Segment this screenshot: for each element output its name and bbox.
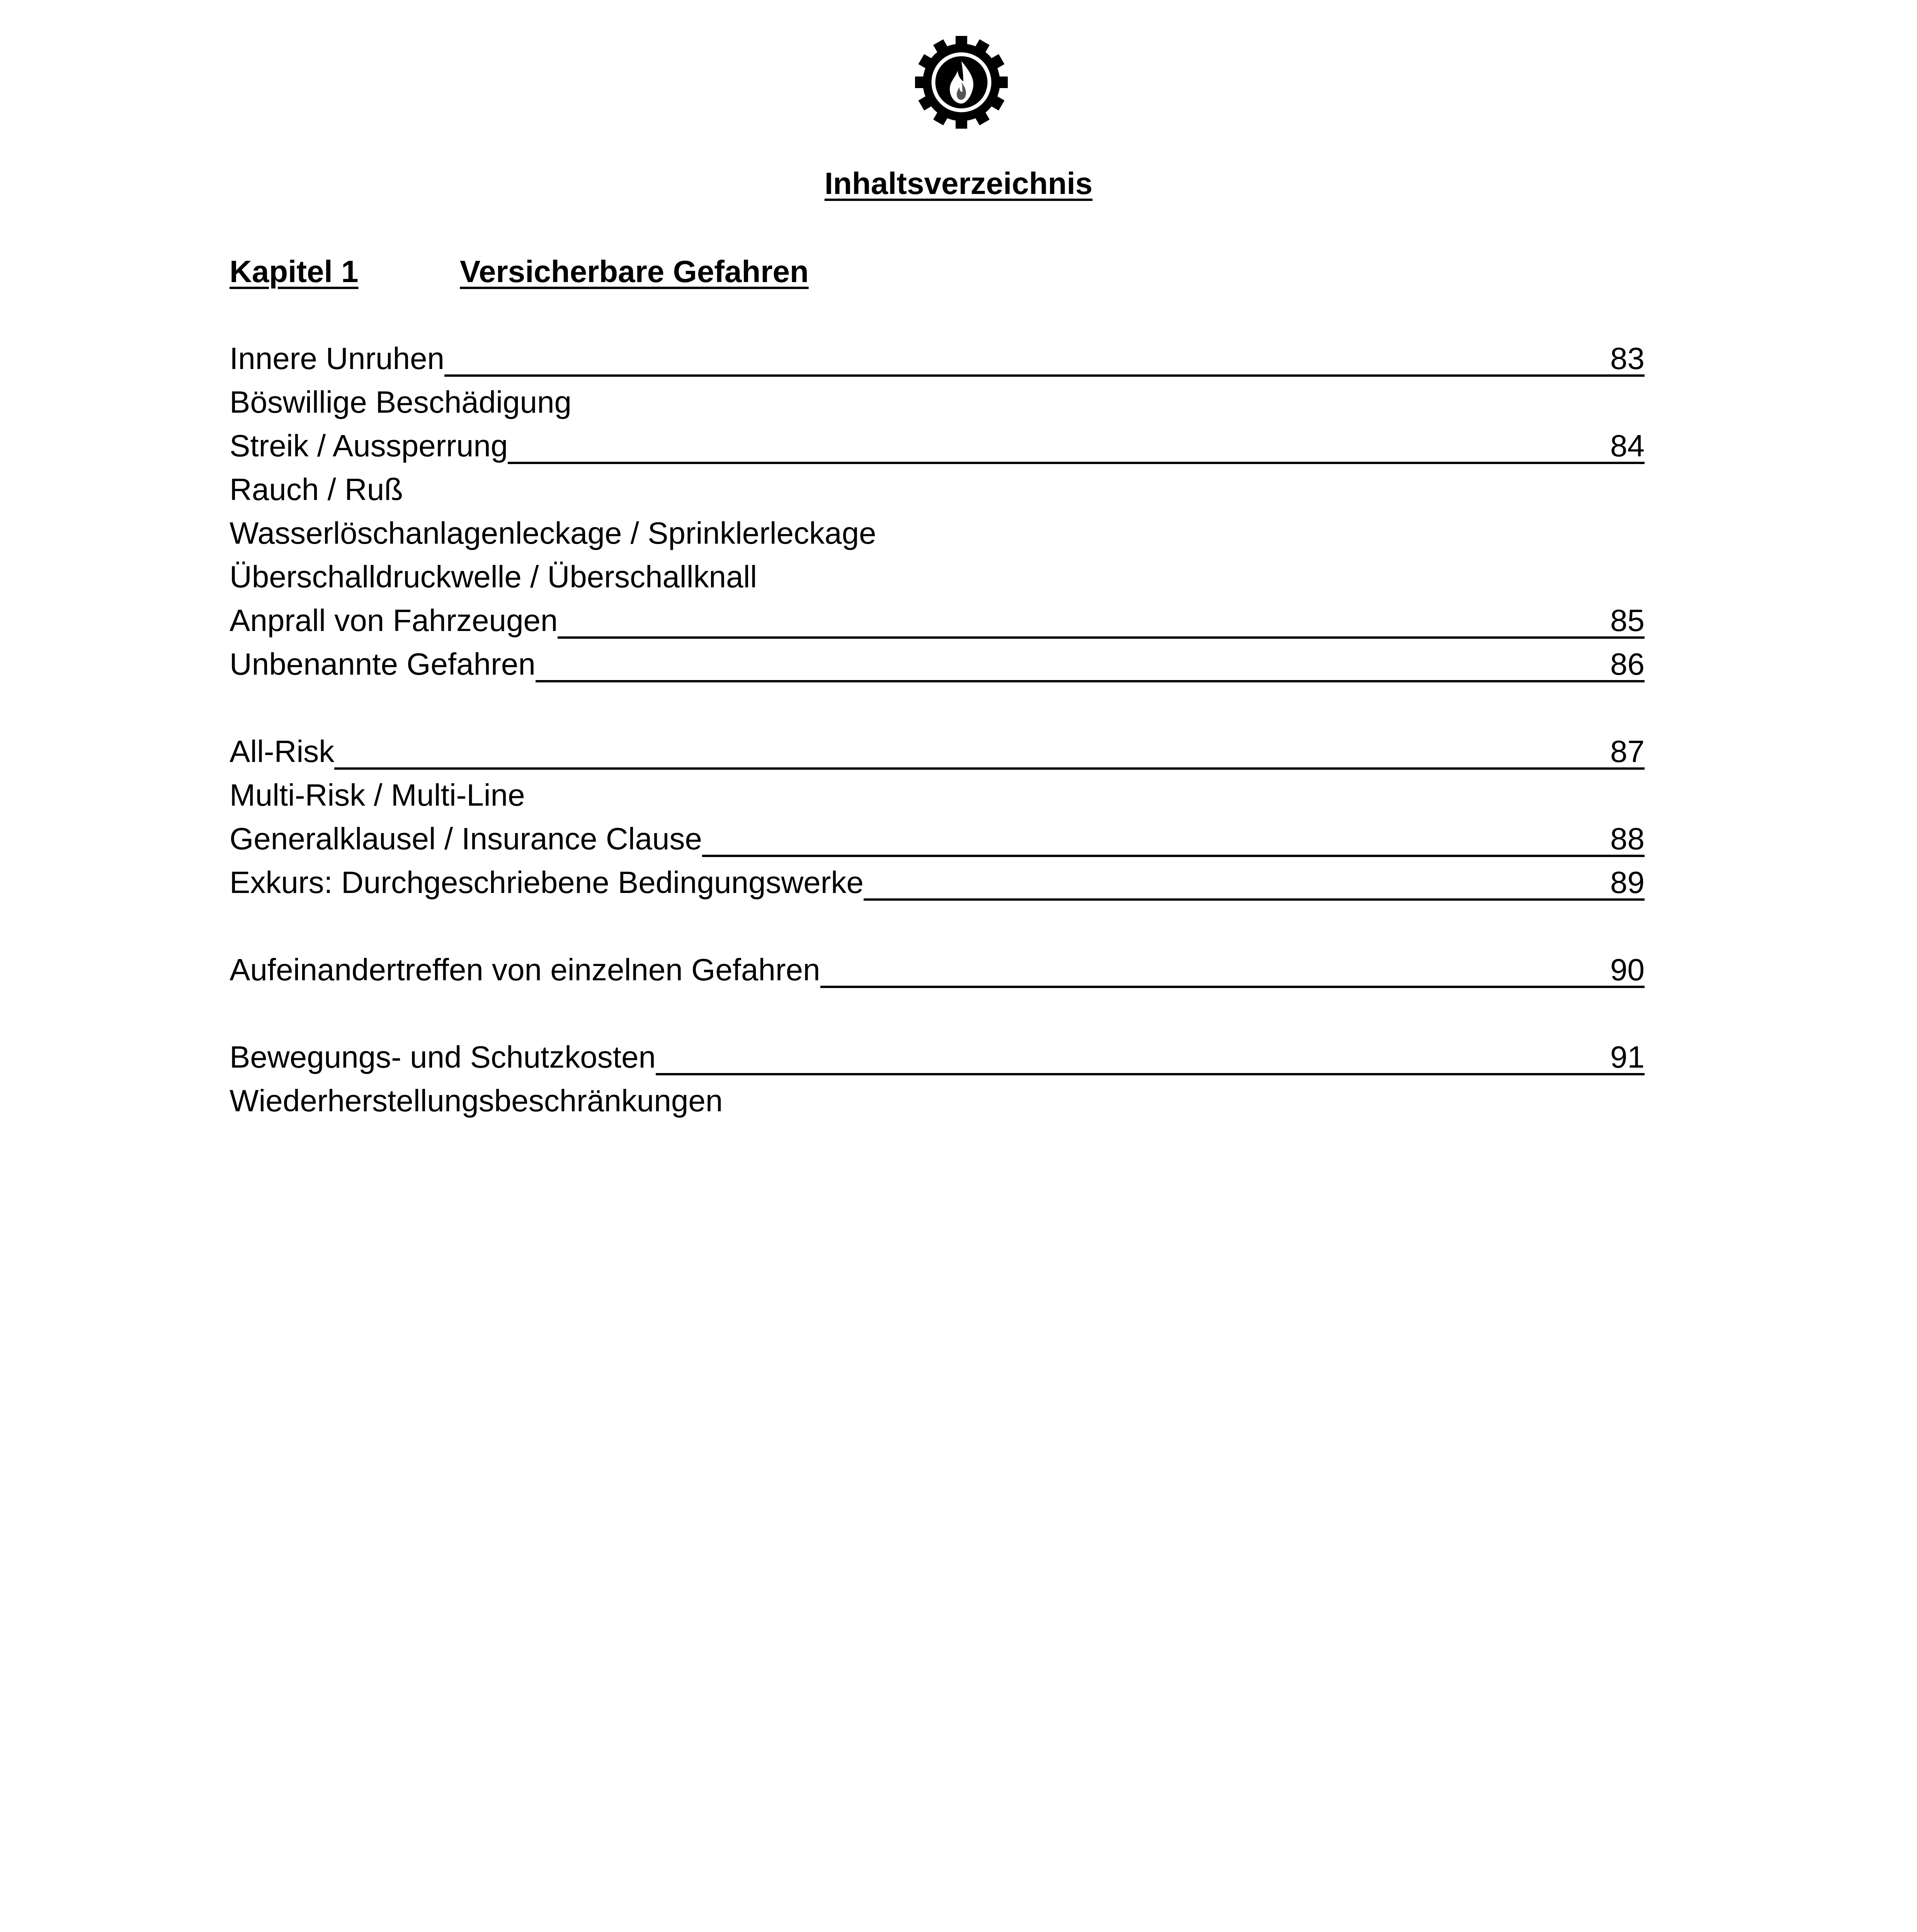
- toc-page-number: 86: [1610, 647, 1645, 681]
- page-title: Inhaltsverzeichnis: [824, 166, 1093, 201]
- toc-page-number: 90: [1610, 952, 1645, 987]
- toc-entry-label: Überschalldruckwelle / Überschallknall: [230, 560, 757, 594]
- toc-page-number: 84: [1610, 429, 1645, 463]
- toc-leader-line: [508, 425, 1610, 464]
- toc-entry-label: Wiederherstellungsbeschränkungen: [230, 1083, 723, 1118]
- toc-entry-label: Innere Unruhen: [230, 341, 444, 376]
- toc-leader-line: [702, 818, 1610, 857]
- toc-page-number: 85: [1610, 603, 1645, 638]
- toc-entry: [230, 1036, 1645, 1080]
- toc-entry: [230, 381, 1645, 425]
- toc-entry: [230, 425, 1645, 468]
- toc-leader-line: [656, 1036, 1610, 1075]
- toc-entry: [230, 1080, 1645, 1123]
- chapter-name: Versicherbare Gefahren: [460, 254, 809, 289]
- toc-entry-label: Unbenannte Gefahren: [230, 647, 536, 681]
- toc-entry: [230, 337, 1645, 381]
- toc-leader-line: [444, 337, 1610, 377]
- table-of-contents: [230, 337, 1645, 1123]
- toc-entry-label: Generalklausel / Insurance Clause: [230, 821, 702, 856]
- toc-entry: [230, 512, 1645, 556]
- logo-svg: [913, 34, 1010, 131]
- toc-entry: [230, 730, 1645, 774]
- toc-leader-line: [820, 949, 1611, 988]
- toc-entry: [230, 949, 1645, 992]
- toc-page-number: 88: [1610, 821, 1645, 856]
- toc-entry: [230, 643, 1645, 687]
- toc-leader-line: [334, 730, 1610, 770]
- toc-entry-label: Rauch / Ruß: [230, 472, 403, 507]
- toc-entry: [230, 556, 1645, 599]
- toc-entry-label: All-Risk: [230, 734, 335, 769]
- toc-entry-label: Exkurs: Durchgeschriebene Bedingungswerke: [230, 865, 864, 900]
- toc-spacer: [230, 905, 1645, 949]
- toc-page-number: 89: [1610, 865, 1645, 900]
- toc-page-number: 91: [1610, 1040, 1645, 1074]
- toc-leader-line: [536, 643, 1610, 682]
- toc-entry: [230, 774, 1645, 818]
- toc-entry-label: Bewegungs- und Schutzkosten: [230, 1040, 656, 1074]
- toc-leader-line: [558, 599, 1610, 639]
- chapter-number: Kapitel 1: [230, 254, 359, 289]
- toc-entry: [230, 599, 1645, 643]
- toc-leader-line: [864, 861, 1610, 901]
- toc-entry: [230, 818, 1645, 861]
- toc-spacer: [230, 687, 1645, 730]
- toc-entry-label: Wasserlöschanlagenleckage / Sprinklerleckage: [230, 516, 876, 550]
- toc-entry: [230, 861, 1645, 905]
- toc-entry-label: Böswillige Beschädigung: [230, 385, 572, 419]
- toc-entry-label: Multi-Risk / Multi-Line: [230, 778, 525, 812]
- toc-page-number: 83: [1610, 341, 1645, 376]
- toc-entry-label: Anprall von Fahrzeugen: [230, 603, 558, 638]
- toc-spacer: [230, 992, 1645, 1036]
- gear-flame-icon: [913, 34, 1010, 131]
- toc-entry: [230, 468, 1645, 512]
- toc-page-number: 87: [1610, 734, 1645, 769]
- toc-entry-label: Aufeinandertreffen von einzelnen Gefahren: [230, 952, 820, 987]
- toc-entry-label: Streik / Aussperrung: [230, 429, 508, 463]
- chapter-heading: [230, 250, 809, 293]
